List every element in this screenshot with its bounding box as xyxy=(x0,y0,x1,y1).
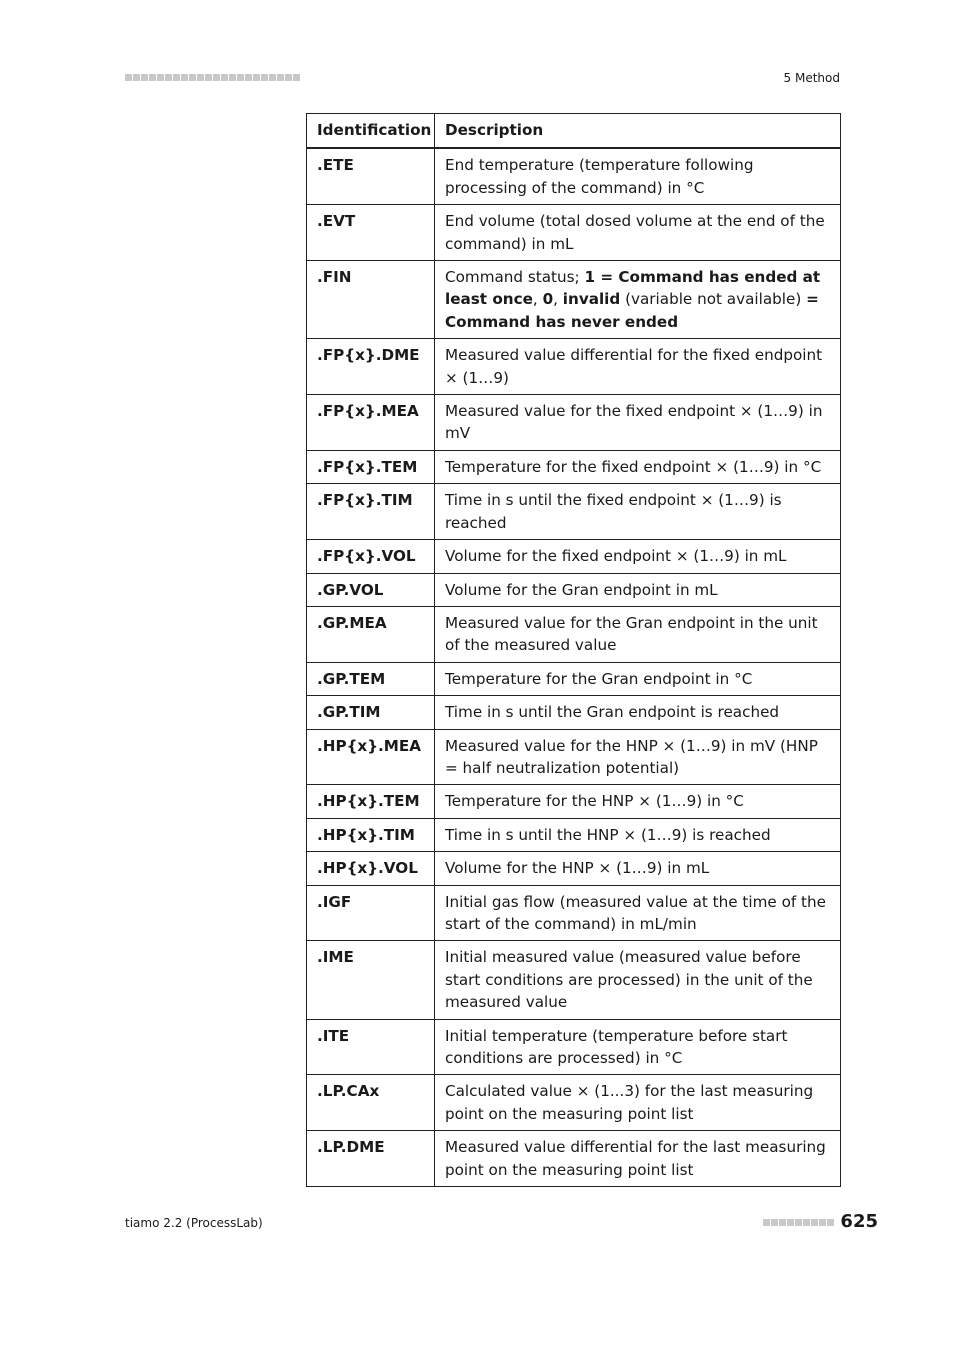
description-text: , xyxy=(553,290,563,309)
footer-decoration xyxy=(763,1219,834,1226)
identification-cell: .HP{x}.TIM xyxy=(307,818,435,851)
table-row xyxy=(307,261,841,339)
footer-product-name: tiamo 2.2 (ProcessLab) xyxy=(125,1216,263,1230)
decoration-square xyxy=(827,1219,834,1226)
description-cell xyxy=(435,573,841,606)
table-row xyxy=(307,729,841,785)
description-cell xyxy=(435,540,841,573)
identification-cell: .FP{x}.DME xyxy=(307,339,435,395)
decoration-square xyxy=(763,1219,770,1226)
description-cell xyxy=(435,1075,841,1131)
decoration-square xyxy=(261,74,268,81)
description-cell xyxy=(435,148,841,204)
decoration-square xyxy=(787,1219,794,1226)
description-text: Temperature for the HNP × (1…9) in °C xyxy=(445,792,744,811)
page-number: 625 xyxy=(840,1211,878,1232)
table-row xyxy=(307,885,841,941)
section-title: 5 Method xyxy=(783,71,840,85)
decoration-square xyxy=(205,74,212,81)
description-cell xyxy=(435,662,841,695)
identification-cell: .GP.TIM xyxy=(307,696,435,729)
table-row xyxy=(307,540,841,573)
description-emphasis: invalid xyxy=(562,290,621,309)
description-text: Initial measured value (measured value before start conditions are processed) in the unit of the measured value xyxy=(445,948,813,1012)
decoration-square xyxy=(165,74,172,81)
identification-cell: .IME xyxy=(307,941,435,1019)
footer-page-info xyxy=(763,1211,878,1232)
description-cell xyxy=(435,1019,841,1075)
identification-cell: .FP{x}.TEM xyxy=(307,450,435,483)
table-row xyxy=(307,484,841,540)
decoration-square xyxy=(819,1219,826,1226)
description-text: Initial temperature (temperature before start conditions are processed) in °C xyxy=(445,1026,788,1067)
table-row xyxy=(307,573,841,606)
description-cell xyxy=(435,450,841,483)
description-text: Initial gas flow (measured value at the time of the start of the command) in mL/min xyxy=(445,892,826,933)
description-text: Command status; xyxy=(445,268,585,287)
identification-cell: .FIN xyxy=(307,261,435,339)
identification-cell: .ITE xyxy=(307,1019,435,1075)
description-text: Temperature for the Gran endpoint in °C xyxy=(445,669,753,688)
decoration-square xyxy=(141,74,148,81)
decoration-square xyxy=(133,74,140,81)
description-cell xyxy=(435,484,841,540)
identification-cell: .HP{x}.TEM xyxy=(307,785,435,818)
table-row xyxy=(307,1019,841,1075)
table-body xyxy=(307,148,841,1186)
decoration-square xyxy=(237,74,244,81)
table-row xyxy=(307,395,841,451)
decoration-square xyxy=(771,1219,778,1226)
identification-cell: .GP.TEM xyxy=(307,662,435,695)
identification-cell: .HP{x}.VOL xyxy=(307,852,435,885)
description-emphasis: 0 xyxy=(542,290,554,309)
identification-cell: .ETE xyxy=(307,148,435,204)
description-cell xyxy=(435,696,841,729)
decoration-square xyxy=(245,74,252,81)
table-header-row xyxy=(307,114,841,149)
description-cell xyxy=(435,1131,841,1187)
description-text: Time in s until the HNP × (1…9) is reached xyxy=(445,825,771,844)
identification-cell: .EVT xyxy=(307,205,435,261)
decoration-square xyxy=(157,74,164,81)
decoration-square xyxy=(269,74,276,81)
table-row xyxy=(307,339,841,395)
description-cell xyxy=(435,818,841,851)
description-cell xyxy=(435,261,841,339)
identification-cell: .GP.MEA xyxy=(307,606,435,662)
description-text: Volume for the fixed endpoint × (1…9) in mL xyxy=(445,547,787,566)
decoration-square xyxy=(173,74,180,81)
decoration-square xyxy=(803,1219,810,1226)
identification-cell: .FP{x}.TIM xyxy=(307,484,435,540)
identification-cell: .FP{x}.VOL xyxy=(307,540,435,573)
table-row xyxy=(307,785,841,818)
identification-cell: .FP{x}.MEA xyxy=(307,395,435,451)
description-cell xyxy=(435,395,841,451)
decoration-square xyxy=(779,1219,786,1226)
description-text: Time in s until the Gran endpoint is reached xyxy=(445,703,780,722)
description-text: (variable not available) xyxy=(620,290,807,309)
description-text: Volume for the HNP × (1…9) in mL xyxy=(445,859,710,878)
decoration-square xyxy=(253,74,260,81)
table-row xyxy=(307,450,841,483)
description-text: Temperature for the fixed endpoint × (1…9) in °C xyxy=(445,457,822,476)
decoration-square xyxy=(181,74,188,81)
description-cell xyxy=(435,205,841,261)
decoration-square xyxy=(795,1219,802,1226)
table-row xyxy=(307,1131,841,1187)
table-row xyxy=(307,818,841,851)
identification-cell: .GP.VOL xyxy=(307,573,435,606)
table-row xyxy=(307,696,841,729)
decoration-square xyxy=(149,74,156,81)
table-row xyxy=(307,606,841,662)
decoration-square xyxy=(811,1219,818,1226)
description-emphasis: 1 = Command has ended at least once xyxy=(445,268,821,309)
variables-table xyxy=(306,113,841,1187)
description-cell xyxy=(435,941,841,1019)
description-text: Measured value for the fixed endpoint × (1…9) in mV xyxy=(445,402,823,443)
description-cell xyxy=(435,885,841,941)
description-cell xyxy=(435,785,841,818)
description-text: Volume for the Gran endpoint in mL xyxy=(445,580,718,599)
table-row xyxy=(307,852,841,885)
description-text: Measured value differential for the fixed endpoint × (1…9) xyxy=(445,346,823,387)
description-emphasis: = Command has never ended xyxy=(445,290,819,331)
table-row xyxy=(307,1075,841,1131)
description-cell xyxy=(435,606,841,662)
table-row xyxy=(307,941,841,1019)
decoration-square xyxy=(125,74,132,81)
description-text: Time in s until the fixed endpoint × (1…9) is reached xyxy=(445,491,782,532)
decoration-square xyxy=(213,74,220,81)
decoration-square xyxy=(285,74,292,81)
description-text: , xyxy=(532,290,543,309)
description-text: Measured value for the Gran endpoint in the unit of the measured value xyxy=(445,613,818,655)
identification-cell: .IGF xyxy=(307,885,435,941)
description-text: Calculated value × (1...3) for the last measuring point on the measuring point list xyxy=(445,1082,814,1123)
description-cell xyxy=(435,852,841,885)
identification-cell: .LP.CAx xyxy=(307,1075,435,1131)
identification-cell: .HP{x}.MEA xyxy=(307,729,435,785)
table-row xyxy=(307,662,841,695)
decoration-square xyxy=(229,74,236,81)
decoration-square xyxy=(221,74,228,81)
description-cell xyxy=(435,339,841,395)
decoration-square xyxy=(293,74,300,81)
table-row xyxy=(307,148,841,204)
description-text: Measured value for the HNP × (1…9) in mV (HNP = half neutralization potential) xyxy=(445,736,818,777)
decoration-square xyxy=(197,74,204,81)
description-text: End volume (total dosed volume at the end of the command) in mL xyxy=(445,212,825,253)
table-row xyxy=(307,205,841,261)
header-decoration xyxy=(125,74,300,82)
description-cell xyxy=(435,729,841,785)
decoration-square xyxy=(189,74,196,81)
identification-cell: .LP.DME xyxy=(307,1131,435,1187)
column-header-description: Description xyxy=(435,114,841,149)
description-text: Measured value differential for the last measuring point on the measuring point list xyxy=(445,1138,826,1179)
column-header-identification: Identification xyxy=(307,114,435,149)
description-text: End temperature (temperature following processing of the command) in °C xyxy=(445,156,754,197)
decoration-square xyxy=(277,74,284,81)
